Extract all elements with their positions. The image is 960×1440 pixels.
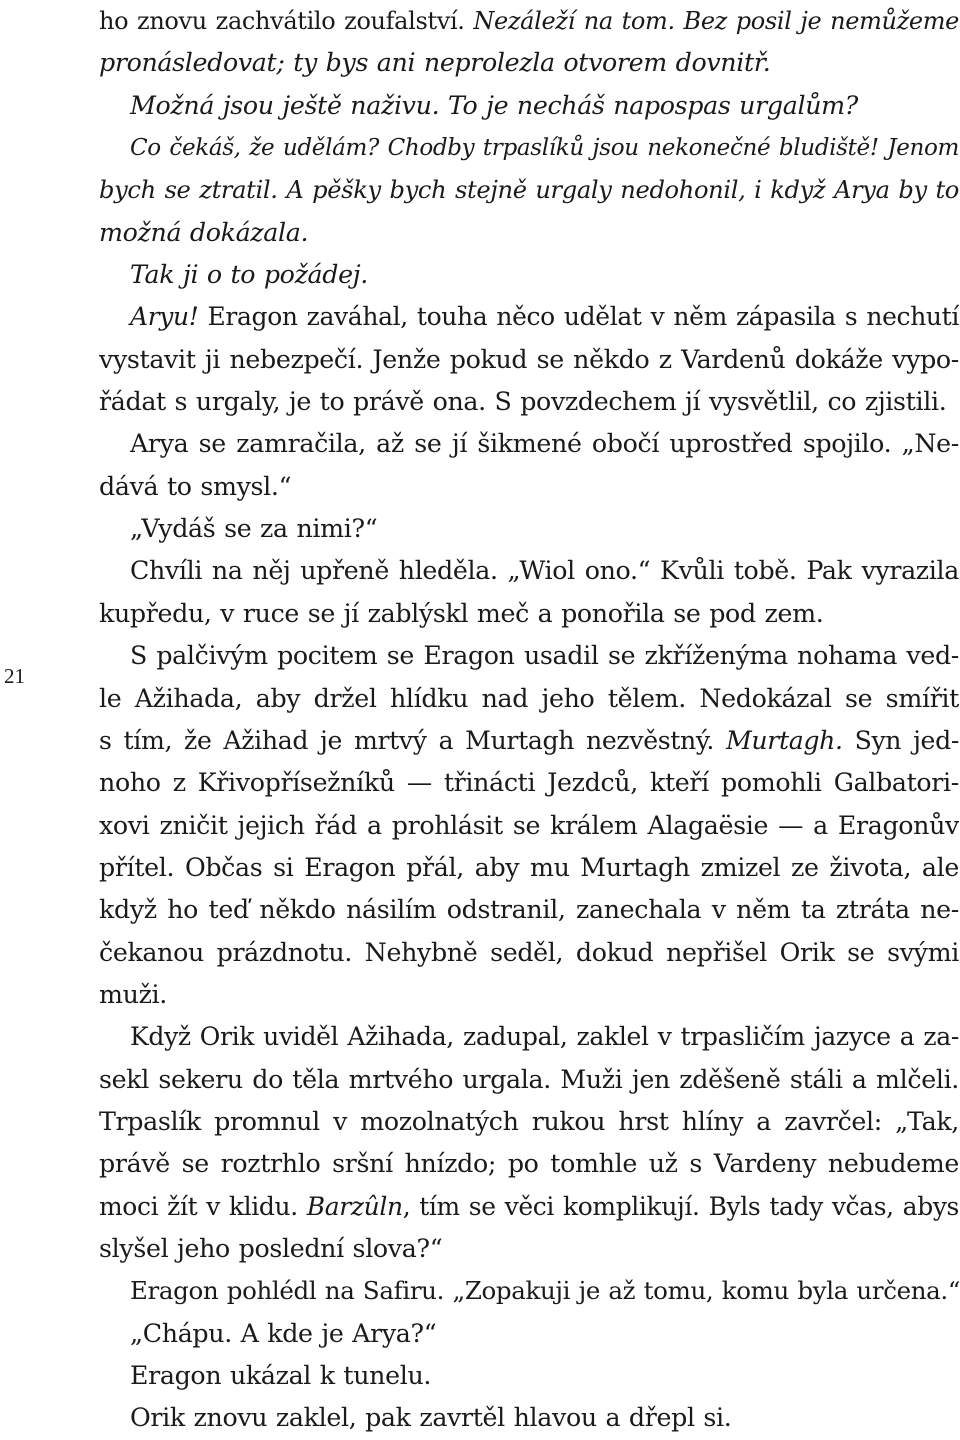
text-segment: řádat s urgaly, je to právě ona. S povzdechem jí vysvětlil, co zjistili.	[99, 387, 947, 417]
text-segment: sekl sekeru do těla mrtvého urgala. Muži jen zděšeně stáli a mlčeli.	[99, 1064, 959, 1094]
italic-text: Co čekáš, že udělám? Chodby trpaslíků jsou nekonečné bludiště! Jenom	[130, 135, 959, 162]
text-line	[99, 42, 959, 84]
text-segment: Kvůli tobě	[660, 556, 789, 586]
italic-text: Aryu!	[130, 302, 208, 332]
text-segment: dává to smysl.“	[99, 471, 292, 501]
text-line	[99, 762, 959, 804]
text-segment: Syn jed-	[842, 725, 959, 755]
text-segment: . Pak vyrazila	[788, 556, 959, 586]
text-line	[99, 720, 959, 762]
text-line	[99, 423, 959, 465]
text-line	[99, 296, 959, 338]
text-line	[99, 974, 959, 1016]
italic-text: pronásledovat; ty bys ani neprolezla otvorem dovnitř.	[99, 48, 771, 78]
text-line	[99, 1143, 959, 1185]
text-line	[99, 1397, 959, 1439]
text-segment: „Vydáš se za nimi?“	[130, 514, 378, 544]
text-line	[99, 254, 959, 296]
italic-text: bych se ztratil. A pěšky bych stejně urgaly nedohonil, i když Arya by to	[99, 176, 959, 205]
text-segment: muži.	[99, 979, 167, 1009]
text-segment: právě se roztrhlo sršní hnízdo; po tomhle už s Vardeny nebudeme	[99, 1149, 959, 1179]
italic-text: Murtagh.	[726, 725, 843, 755]
text-segment: čekanou prázdnotu. Nehybně seděl, dokud nepřišel Orik se svými	[99, 937, 959, 967]
text-line	[99, 508, 959, 550]
text-segment: moci žít v klidu.	[99, 1191, 307, 1221]
text-line	[99, 0, 959, 42]
italic-text: možná dokázala.	[99, 217, 309, 247]
text-segment: Trpaslík promnul v mozolnatých rukou hrst hlíny a zavrčel: „Tak,	[99, 1106, 959, 1136]
text-line	[99, 127, 959, 169]
text-segment: Arya se zamračila, až se jí šikmené obočí uprostřed spojilo. „Ne-	[130, 429, 959, 459]
text-segment: xovi zničit jejich řád a prohlásit se králem Alagaësie — a Eragonův	[99, 810, 959, 840]
text-segment: vystavit ji nebezpečí. Jenže pokud se někdo z Vardenů dokáže vypo-	[99, 344, 959, 374]
text-line	[99, 169, 959, 211]
text-segment: s tím, že Ažihad je mrtvý a Murtagh nezvěstný.	[99, 725, 727, 755]
text-line	[99, 847, 959, 889]
text-segment: Orik znovu zaklel, pak zavrtěl hlavou a dřepl si.	[130, 1403, 732, 1433]
page-number: 21	[4, 664, 25, 688]
italic-text: Barzûln	[306, 1191, 403, 1221]
text-line	[99, 1059, 959, 1101]
italic-text: Možná jsou ještě naživu. To je necháš napospas urgalům?	[130, 90, 858, 120]
text-line	[99, 1016, 959, 1058]
text-segment: noho z Křivopřísežníků — třinácti Jezdců, kteří pomohli Galbatori-	[99, 768, 959, 798]
text-line	[99, 635, 959, 677]
text-line	[99, 1355, 959, 1397]
text-segment: Eragon pohlédl na Safiru. „Zopakuji je až tomu, komu byla určena.“	[130, 1276, 960, 1306]
text-line	[99, 1270, 959, 1312]
text-line	[99, 466, 959, 508]
text-segment: Chvíli na něj upřeně hleděla. „Wiol ono.“	[130, 556, 661, 586]
text-segment: když ho teď někdo násilím odstranil, zanechala v něm ta ztráta ne-	[99, 895, 959, 925]
text-line	[99, 550, 959, 592]
text-segment: Eragon zaváhal, touha něco udělat v něm zápasila s nechutí	[207, 302, 959, 332]
text-segment: slyšel jeho poslední slova?“	[99, 1233, 443, 1263]
text-line	[99, 1228, 959, 1270]
text-line	[99, 1101, 959, 1143]
text-line	[99, 1313, 959, 1355]
text-line	[99, 85, 959, 127]
text-line	[99, 889, 959, 931]
text-segment: „Chápu. A kde je Arya?“	[130, 1318, 437, 1348]
text-segment: , tím se věci komplikují. Byls tady včas, abys	[402, 1191, 959, 1221]
text-segment: ho znovu zachvátilo zoufalství.	[99, 7, 474, 35]
body-text	[99, 0, 959, 1440]
text-segment: S palčivým pocitem se Eragon usadil se zkříženýma nohama ved-	[130, 641, 959, 671]
text-segment: le Ažihada, aby držel hlídku nad jeho tělem. Nedokázal se smířit	[99, 683, 959, 713]
text-segment: Když Orik uviděl Ažihada, zadupal, zaklel v trpasličím jazyce a za-	[130, 1022, 959, 1052]
text-line	[99, 339, 959, 381]
text-line	[99, 381, 959, 423]
text-segment: kupředu, v ruce se jí zablýskl meč a ponořila se pod zem.	[99, 598, 824, 628]
italic-text: Nezáleží na tom. Bez posil je nemůžeme	[473, 7, 959, 35]
text-line	[99, 932, 959, 974]
text-line	[99, 593, 959, 635]
italic-text: Tak ji o to požádej.	[130, 260, 368, 290]
text-segment: přítel. Občas si Eragon přál, aby mu Murtagh zmizel ze života, ale	[99, 852, 959, 882]
text-line	[99, 678, 959, 720]
text-line	[99, 1186, 959, 1228]
text-line	[99, 212, 959, 254]
text-line	[99, 805, 959, 847]
text-segment: Eragon ukázal k tunelu.	[130, 1361, 432, 1390]
